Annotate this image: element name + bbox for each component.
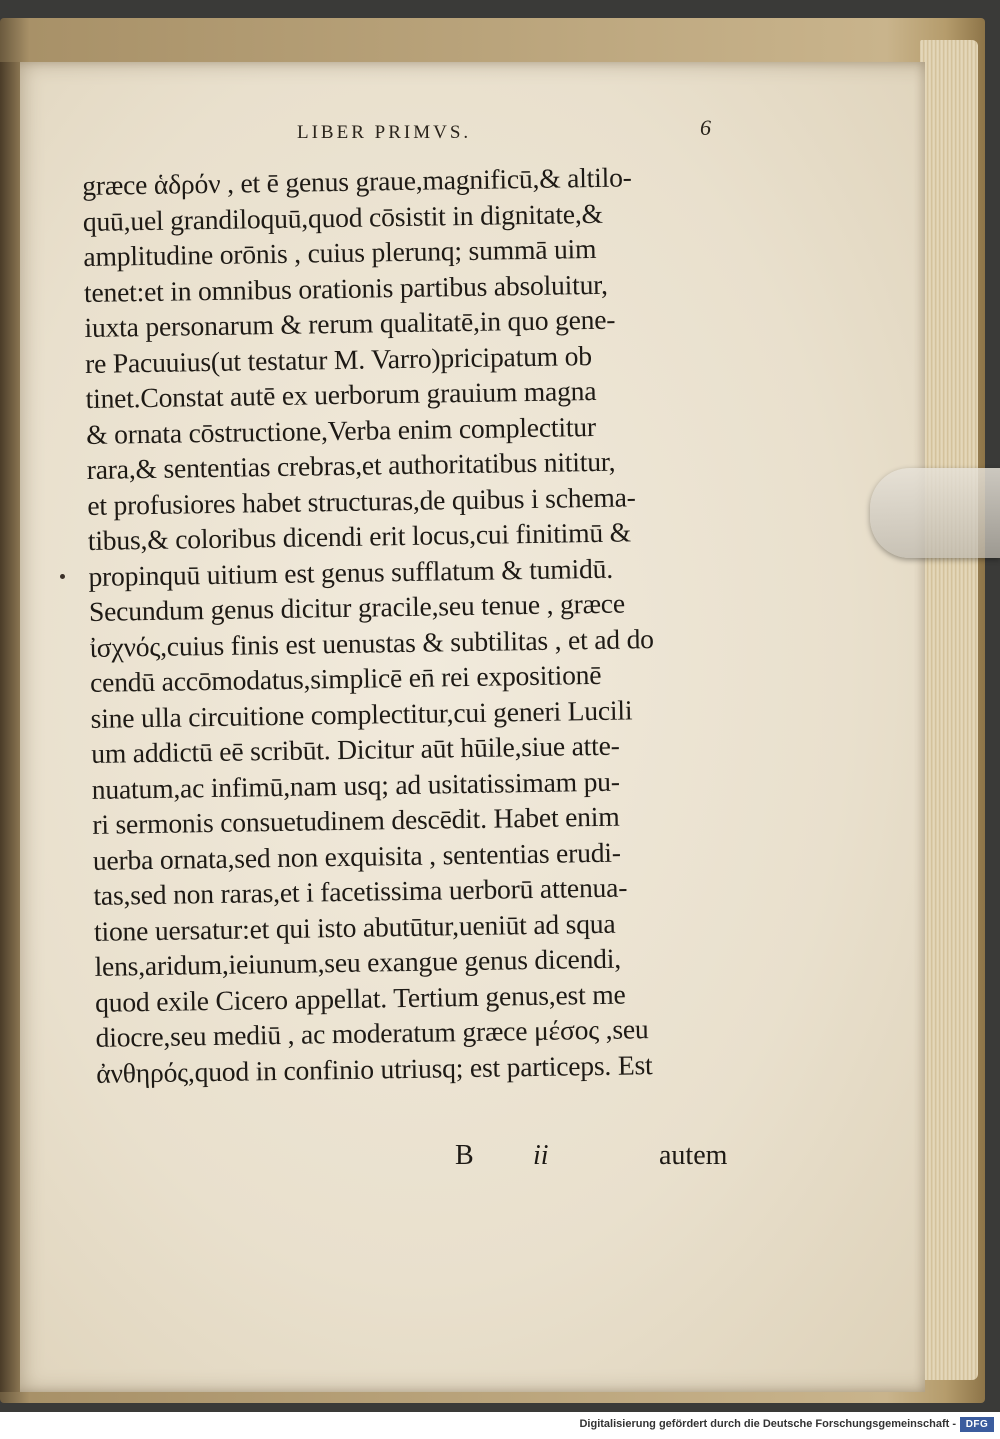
signature-number: ii: [533, 1140, 549, 1171]
text-line: tenet:et in omnibus orationis partibus absoluitur,: [83, 268, 608, 308]
page-stack-edge: [920, 40, 978, 1380]
text-line: et profusiores habet structuras,de quibus i schema-: [87, 480, 636, 521]
text-line: tione uersatur:et qui isto abutūtur,ueniūt ad squa: [93, 907, 616, 947]
text-line: propinquū uitium est genus sufflatum & tumidū.: [88, 552, 614, 592]
text-line: diocre,seu mediū , ac moderatum græce μέσος ,seu: [95, 1013, 649, 1053]
catchword: autem: [659, 1140, 728, 1171]
text-block: [82, 158, 764, 1091]
text-line: lens,aridum,ieiunum,seu exangue genus dicendi,: [94, 942, 622, 982]
text-line: iuxta personarum & rerum qualitatē,in quo gene-: [84, 303, 616, 343]
text-line: græce ἁδρόν , et ē genus graue,magnificū,& altilo-: [82, 161, 632, 201]
text-line: cendū accōmodatus,simplicē en̄ rei expositionē: [89, 658, 602, 698]
ink-dot: [60, 574, 65, 579]
dfg-logo-icon: DFG: [960, 1417, 994, 1432]
text-line: amplitudine orōnis , cuius plerunq; summā uim: [83, 232, 597, 272]
text-line: sine ulla circuitione complectitur,cui generi Lucili: [90, 693, 633, 734]
text-line: ἰσχνός,cuius finis est uenustas & subtilitas , et ad do: [89, 622, 654, 663]
text-line: & ornata cōstructione,Verba enim complectitur: [85, 410, 597, 450]
text-line: re Pacuuius(ut testatur M. Varro)pricipatum ob: [84, 339, 593, 379]
running-head: LIBER PRIMVS.: [297, 122, 472, 143]
text-line: ἀνθηρός,quod in confinio utriusq; est particeps. Est: [95, 1048, 653, 1089]
text-line: quū,uel grandiloquū,quod cōsistit in dignitate,&: [82, 197, 604, 237]
text-line: rara,& sententias crebras,et authoritatibus nititur,: [86, 445, 616, 485]
text-line: tas,sed non raras,et i facetissima uerborū attenua-: [93, 871, 628, 911]
text-line: um addictū eē scribūt. Dicitur aūt hūile,siue atte-: [90, 729, 620, 769]
book-gutter: [0, 62, 20, 1392]
text-line: nuatum,ac infimū,nam usq; ad usitatissimam pu-: [91, 765, 620, 805]
signature-mark: B: [455, 1140, 474, 1171]
page-clip: [870, 468, 1000, 558]
folio-number: 6: [700, 115, 711, 140]
footer-bar: [0, 1412, 1000, 1439]
text-line: tinet.Constat autē ex uerborum grauium magna: [85, 374, 597, 414]
text-line: Secundum genus dicitur gracile,seu tenue , græce: [88, 587, 626, 627]
text-line: ri sermonis consuetudinem descēdit. Habet enim: [92, 800, 620, 840]
text-line: uerba ornata,sed non exquisita , sententias erudi-: [92, 836, 621, 876]
text-line: quod exile Cicero appellat. Tertium genus,est me: [94, 978, 626, 1018]
text-line: tibus,& coloribus dicendi erit locus,cui finitimū &: [87, 516, 632, 556]
funding-credit: Digitalisierung gefördert durch die Deutsche Forschungsgemeinschaft -: [579, 1418, 956, 1430]
